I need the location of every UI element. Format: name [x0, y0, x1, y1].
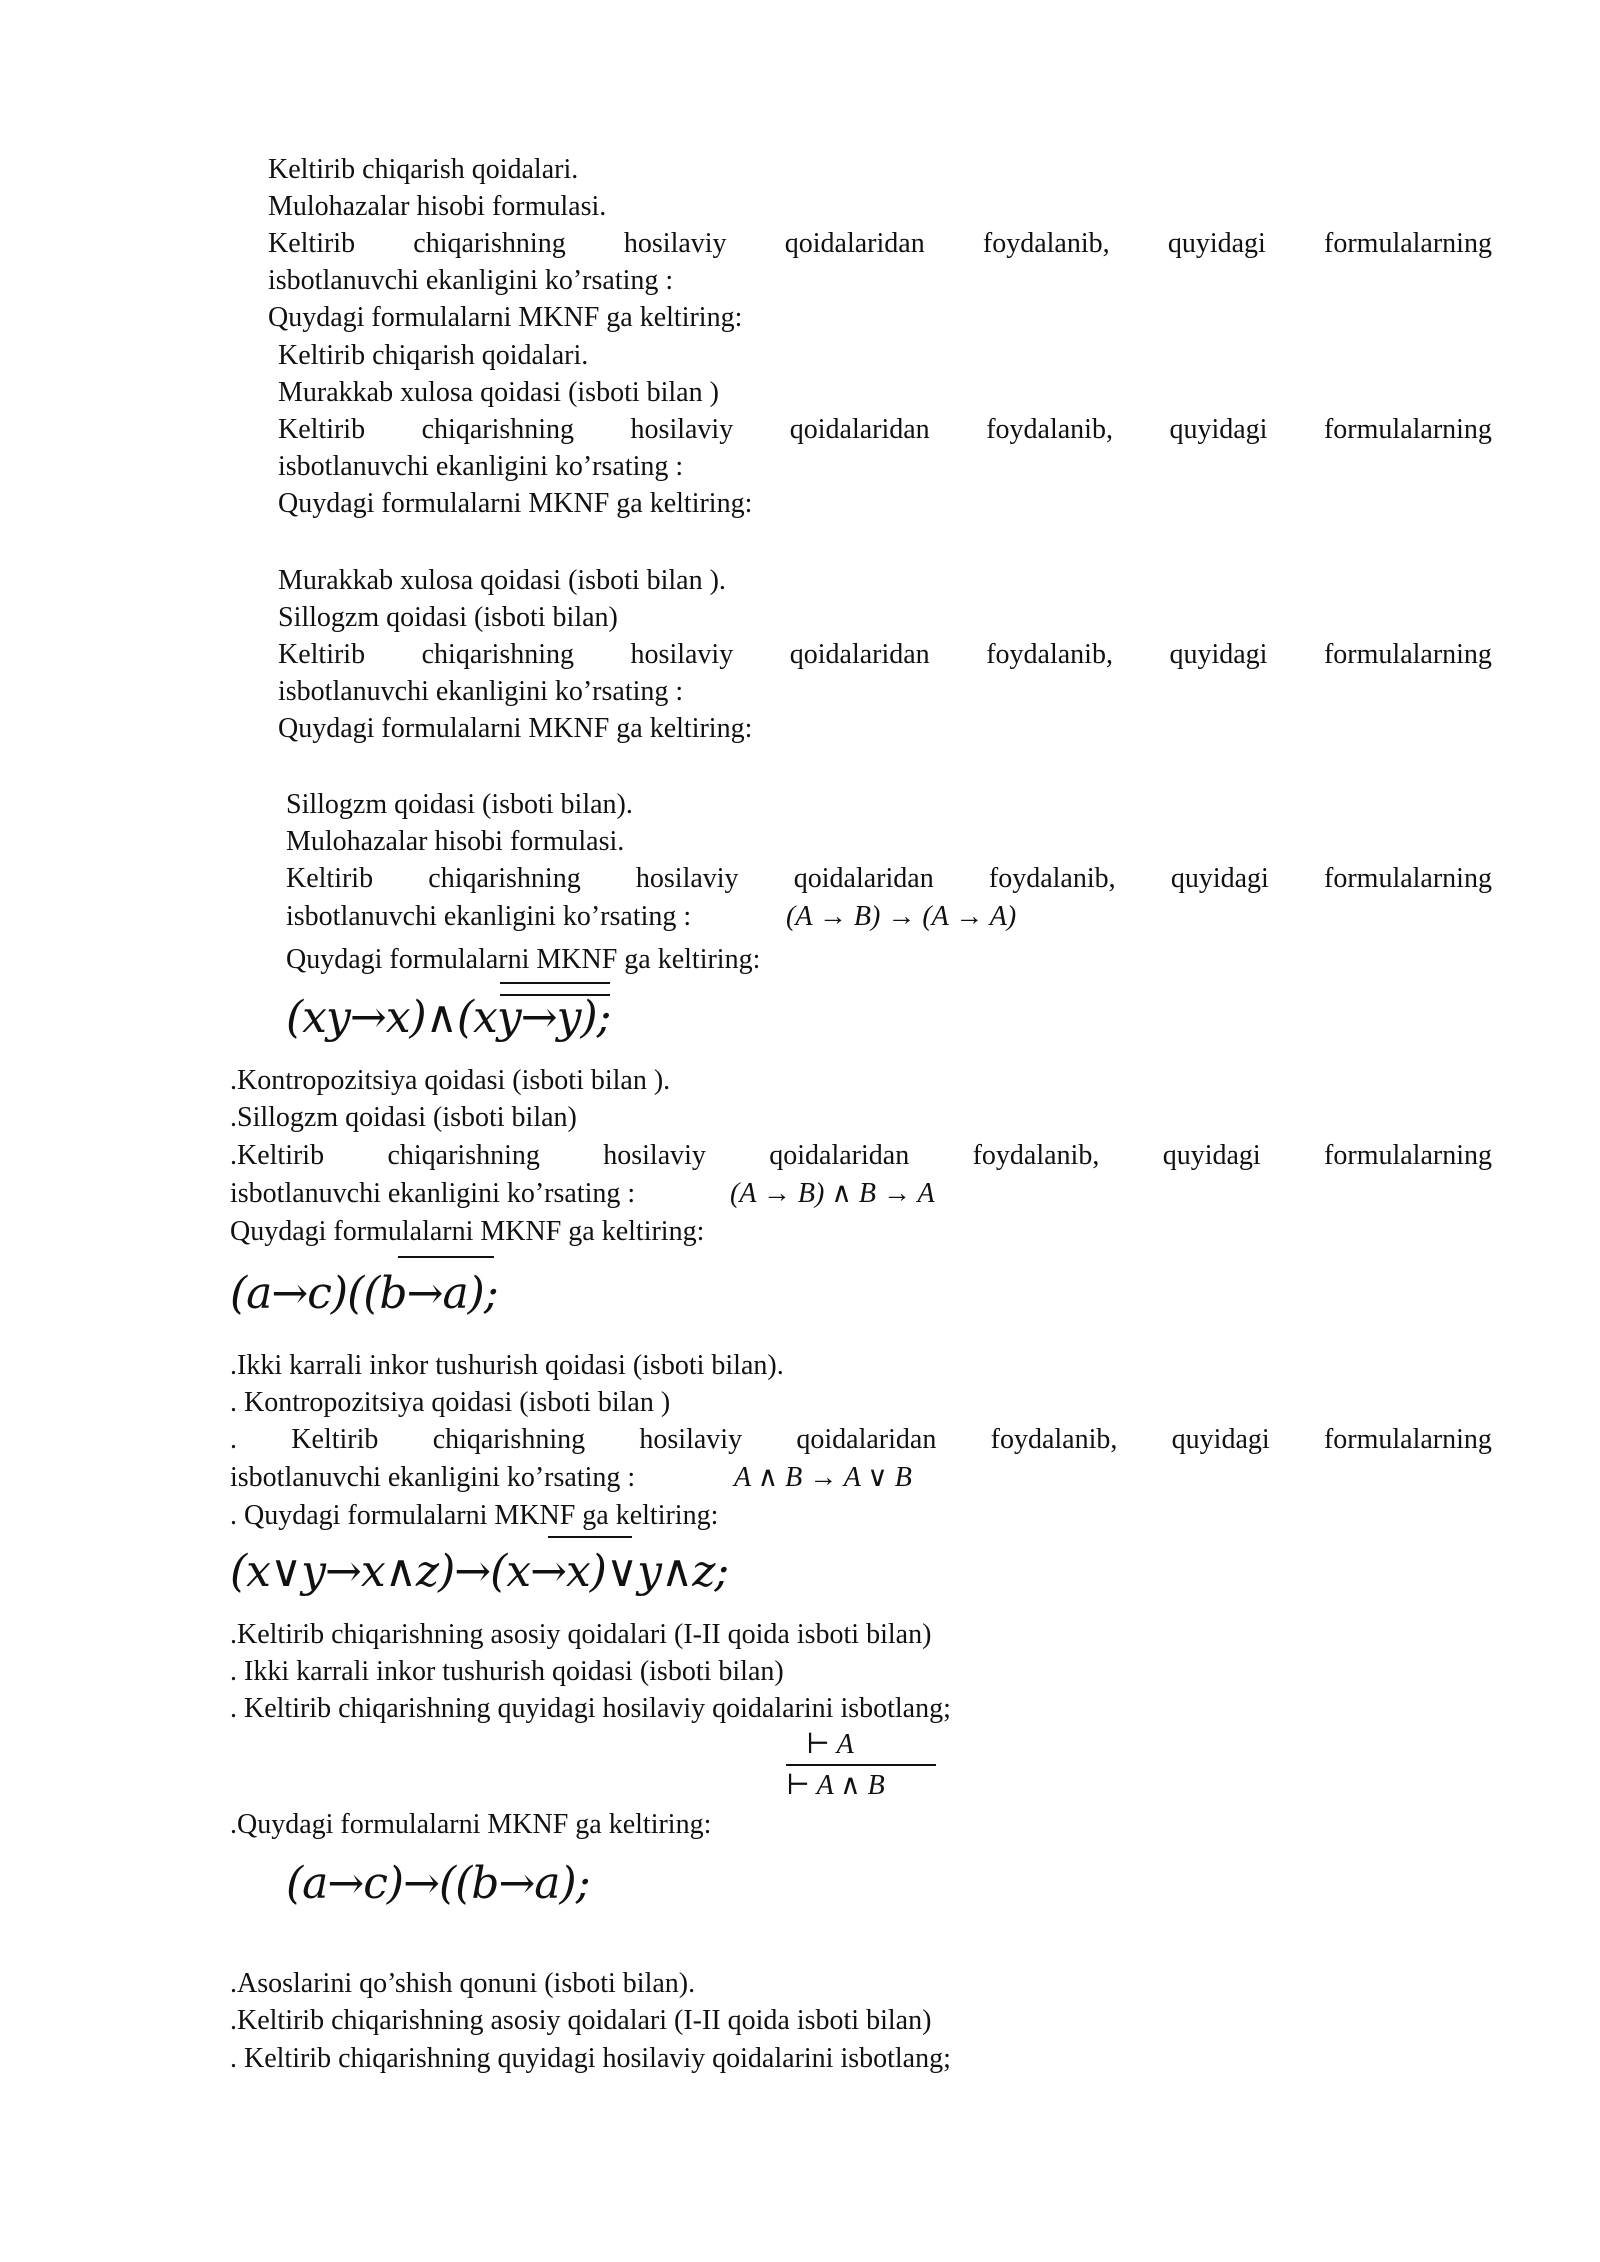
word: foydalanib, — [986, 639, 1113, 670]
text-line: Murakkab xulosa qoidasi (isboti bilan ) — [278, 377, 719, 408]
text-line: .Sillogzm qoidasi (isboti bilan) — [230, 1102, 577, 1133]
word: Keltirib — [291, 1424, 379, 1455]
text-line: .Keltirib chiqarishning asosiy qoidalari (I-II qoida isboti bilan) — [230, 1619, 932, 1650]
overline-mark — [500, 982, 610, 984]
negation-overline — [548, 1536, 632, 1538]
formula-inline: (A → B) ∧ B → A — [730, 1178, 935, 1209]
justified-line — [230, 1422, 1492, 1458]
text-line: Murakkab xulosa qoidasi (isboti bilan ). — [278, 565, 726, 596]
word: qoidalaridan — [793, 863, 934, 894]
text-line: . Keltirib chiqarishning quyidagi hosilaviy qoidalarini isbotlang; — [230, 1693, 951, 1724]
word: formulalarning — [1324, 1140, 1492, 1171]
text-line: isbotlanuvchi ekanligini ko’rsating : — [278, 451, 684, 482]
word: qoidalaridan — [796, 1424, 937, 1455]
text-line: Quydagi formulalarni MKNF ga keltiring: — [278, 713, 753, 744]
word: foydalanib, — [982, 228, 1110, 259]
word: hosilaviy — [630, 639, 734, 670]
word: quyidagi — [1169, 639, 1268, 670]
word: quyidagi — [1167, 228, 1266, 259]
word: hosilaviy — [603, 1140, 706, 1171]
text-line: Quydagi formulalarni MKNF ga keltiring: — [268, 302, 743, 333]
text-line: isbotlanuvchi ekanligini ko’rsating : — [230, 1178, 636, 1209]
word: qoidalaridan — [789, 639, 930, 670]
formula-image: (a→c)→((b→a); — [286, 1858, 590, 1909]
word: formulalarning — [1323, 639, 1492, 670]
word: Keltirib — [278, 414, 366, 445]
text-line: . Keltirib chiqarishning quyidagi hosilaviy qoidalarini isbotlang; — [230, 2043, 951, 2074]
word: foydalanib, — [988, 863, 1116, 894]
text-line: .Kontropozitsiya qoidasi (isboti bilan ). — [230, 1065, 671, 1096]
justified-line — [230, 1138, 1492, 1174]
text-line: isbotlanuvchi ekanligini ko’rsating : — [278, 676, 684, 707]
word: Keltirib — [278, 639, 366, 670]
word: qoidalaridan — [789, 414, 930, 445]
rule-conclusion: ⊢ A ∧ B — [786, 1770, 885, 1801]
text-line: . Quydagi formulalarni MKNF ga keltiring: — [230, 1500, 719, 1531]
word: qoidalaridan — [769, 1140, 910, 1171]
word: foydalanib, — [990, 1424, 1118, 1455]
word: quyidagi — [1169, 414, 1268, 445]
text-line: isbotlanuvchi ekanligini ko’rsating : — [286, 901, 692, 932]
word: chiqarishning — [413, 228, 566, 259]
word: Keltirib — [268, 228, 356, 259]
negation-overline — [398, 1256, 494, 1258]
word: hosilaviy — [639, 1424, 743, 1455]
text-line: . Kontropozitsiya qoidasi (isboti bilan ) — [230, 1387, 671, 1418]
text-line: .Ikki karrali inkor tushurish qoidasi (isboti bilan). — [230, 1350, 784, 1381]
word: formulalarning — [1324, 228, 1492, 259]
word: .Keltirib — [230, 1140, 325, 1171]
word: hosilaviy — [630, 414, 734, 445]
word: formulalarning — [1324, 863, 1492, 894]
text-line: isbotlanuvchi ekanligini ko’rsating : — [230, 1462, 636, 1493]
justified-line — [268, 226, 1492, 262]
word: formulalarning — [1323, 1424, 1492, 1455]
word: chiqarishning — [421, 414, 575, 445]
word: Keltirib — [286, 863, 374, 894]
word: qoidalaridan — [784, 228, 925, 259]
text-line: . Ikki karrali inkor tushurish qoidasi (isboti bilan) — [230, 1656, 784, 1687]
word: quyidagi — [1162, 1140, 1261, 1171]
formula-inline: A ∧ B → A ∨ B — [734, 1462, 912, 1493]
text-line: Quydagi formulalarni MKNF ga keltiring: — [286, 944, 761, 975]
rule-premise: ⊢ A — [806, 1729, 854, 1760]
word: hosilaviy — [623, 228, 727, 259]
text-line: isbotlanuvchi ekanligini ko’rsating : — [268, 265, 674, 296]
justified-line — [286, 861, 1492, 897]
text-line: .Keltirib chiqarishning asosiy qoidalari (I-II qoida isboti bilan) — [230, 2005, 932, 2036]
word: foydalanib, — [986, 414, 1113, 445]
text-line: Quydagi formulalarni MKNF ga keltiring: — [278, 488, 753, 519]
justified-line — [278, 637, 1492, 673]
word: quyidagi — [1170, 863, 1269, 894]
text-line: .Asoslarini qo’shish qonuni (isboti bilan). — [230, 1968, 696, 1999]
justified-line — [278, 412, 1492, 448]
formula-inline: (A → B) → (A → A) — [786, 901, 1017, 932]
text-line: Sillogzm qoidasi (isboti bilan) — [278, 602, 618, 633]
negation-overline — [500, 994, 610, 996]
word: chiqarishning — [421, 639, 575, 670]
text-line: Mulohazalar hisobi formulasi. — [268, 191, 607, 222]
word: . — [230, 1424, 237, 1455]
word: hosilaviy — [635, 863, 739, 894]
formula-image: (xy→x)∧(xy→y); — [286, 992, 611, 1043]
text-line: Keltirib chiqarish qoidalari. — [278, 340, 589, 371]
word: formulalarning — [1323, 414, 1492, 445]
rule-fraction-bar — [786, 1764, 936, 1766]
text-line: Keltirib chiqarish qoidalari. — [268, 154, 579, 185]
text-line: Quydagi formulalarni MKNF ga keltiring: — [230, 1216, 705, 1247]
text-line: Sillogzm qoidasi (isboti bilan). — [286, 789, 633, 820]
formula-image: (x∨y→x∧z)→(x→x)∨y∧z; — [230, 1546, 729, 1597]
word: quyidagi — [1171, 1424, 1270, 1455]
word: chiqarishning — [432, 1424, 586, 1455]
word: chiqarishning — [428, 863, 581, 894]
formula-image: (a→c)((b→a); — [230, 1268, 498, 1319]
text-line: Mulohazalar hisobi formulasi. — [286, 826, 625, 857]
text-line: .Quydagi formulalarni MKNF ga keltiring: — [230, 1809, 712, 1840]
word: chiqarishning — [387, 1140, 540, 1171]
word: foydalanib, — [972, 1140, 1100, 1171]
